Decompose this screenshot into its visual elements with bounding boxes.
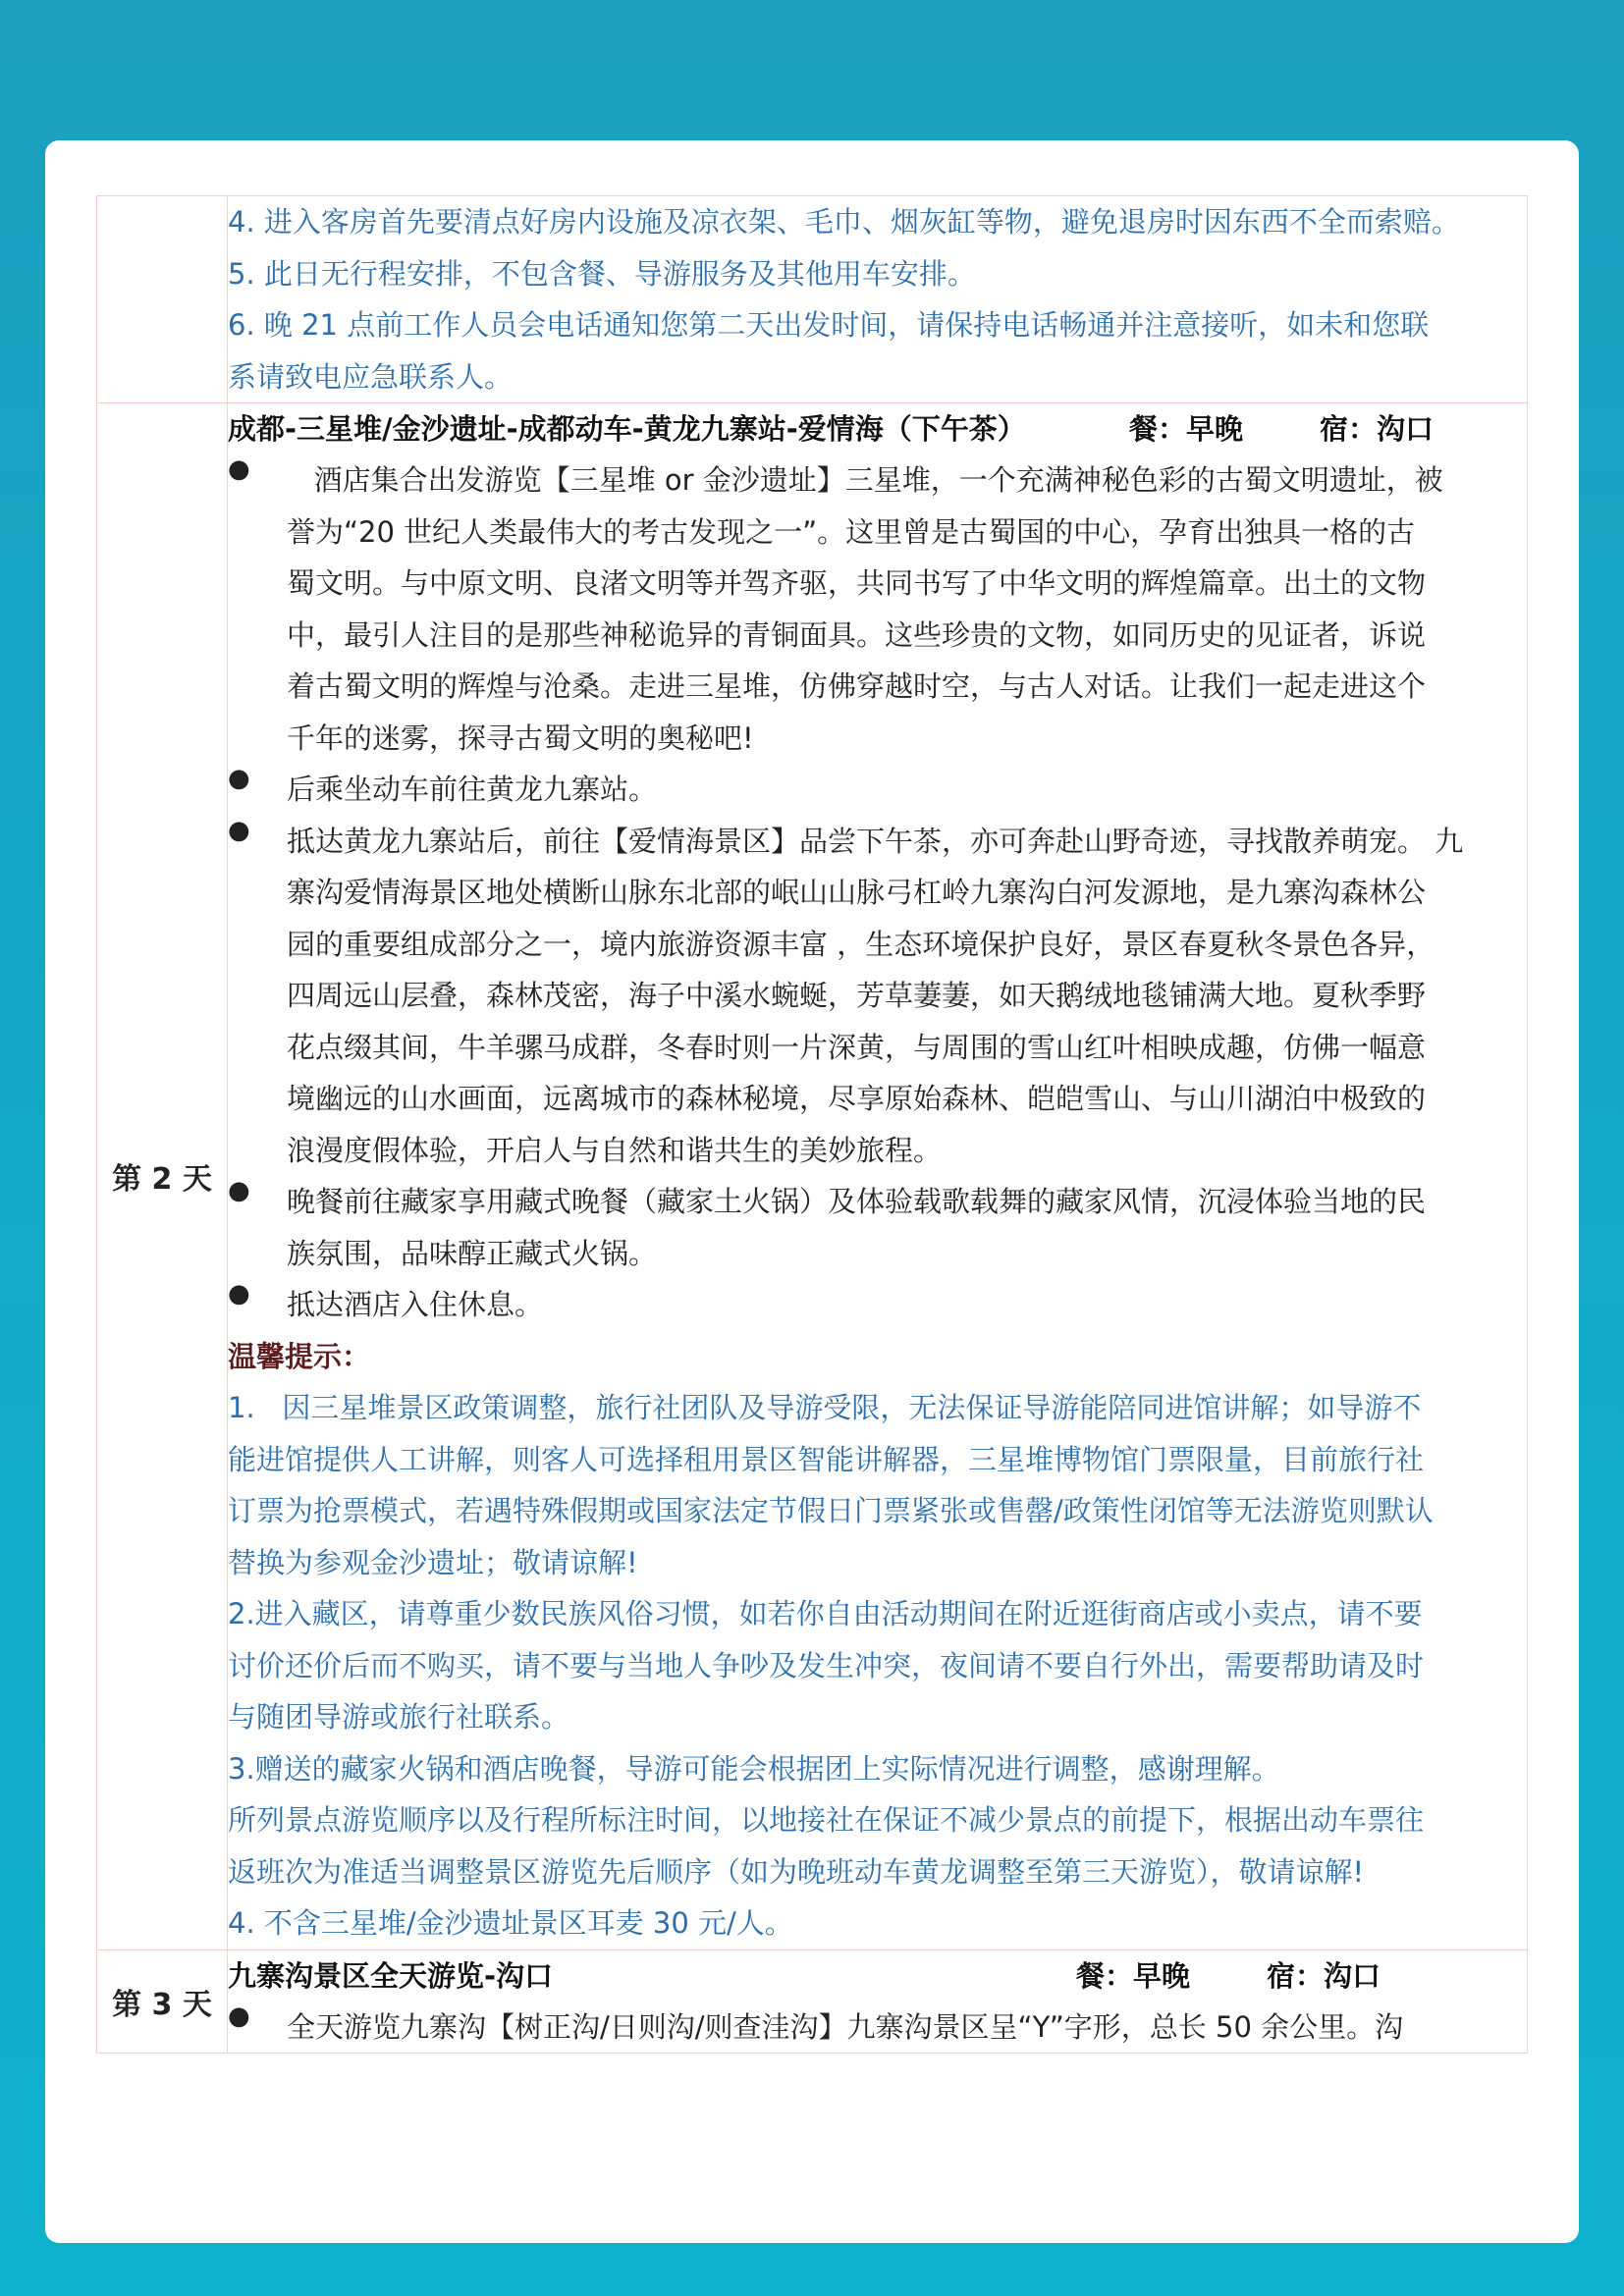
- list-item: [228, 454, 1527, 764]
- list-item: [228, 1176, 1527, 1279]
- bullet-line: 誉为“20 世纪人类最伟大的考古发现之一”。这里曾是古蜀国的中心，孕育出独具一格的古: [287, 514, 1416, 549]
- day-label: 第 3 天: [112, 1987, 212, 2022]
- bullet-line: 花点缀其间，牛羊骡马成群，冬春时则一片深黄，与周围的雪山红叶相映成趣，仿佛一幅意: [287, 1030, 1427, 1064]
- bullet-line: 千年的迷雾，探寻古蜀文明的奥秘吧!: [287, 721, 754, 755]
- bullet-line: 晚餐前往藏家享用藏式晚餐（藏家土火锅）及体验载歌载舞的藏家风情，沉浸体验当地的民: [287, 1185, 1427, 1218]
- note-line: 5. 此日无行程安排，不包含餐、导游服务及其他用车安排。: [228, 256, 976, 291]
- tip-line: 能进馆提供人工讲解，则客人可选择租用景区智能讲解器，三星堆博物馆门票限量，目前旅行社: [228, 1442, 1425, 1476]
- tip-line: 1. 因三星堆景区政策调整，旅行社团队及导游受限，无法保证导游能陪同进馆讲解；如导游不: [228, 1391, 1422, 1424]
- row-continued: [97, 196, 1528, 403]
- bullet-line: 浪漫度假体验，开启人与自然和谐共生的美妙旅程。: [287, 1133, 943, 1167]
- day-title-line: [228, 1950, 1527, 2002]
- row-day3: [97, 1949, 1528, 2054]
- route-title: 成都-三星堆/金沙遗址-成都动车-黄龙九寨站-爱情海（下午茶）: [228, 412, 1026, 446]
- meal-info: 餐：早晚: [1129, 412, 1244, 446]
- list-item: [228, 1279, 1527, 1331]
- day-cell: [97, 1949, 228, 2054]
- row-day2: [97, 403, 1528, 1950]
- continued-notes: [228, 196, 1528, 403]
- bullet-line: 境幽远的山水画面，远离城市的森林秘境，尽享原始森林、皑皑雪山、与山川湖泊中极致的: [287, 1082, 1427, 1115]
- tip-line: 3.赠送的藏家火锅和酒店晚餐，导游可能会根据团上实际情况进行调整，感谢理解。: [228, 1751, 1280, 1786]
- day-cell: [97, 403, 228, 1950]
- bullet-line: 着古蜀文明的辉煌与沧桑。走进三星堆，仿佛穿越时空，与古人对话。让我们一起走进这个: [287, 669, 1427, 703]
- bullet-line: 全天游览九寨沟【树正沟/日则沟/则查洼沟】九寨沟景区呈“Y”字形，总长 50 余公里。沟: [287, 2009, 1404, 2044]
- day3-content: [228, 1949, 1528, 2054]
- bullet-icon: ●: [228, 1176, 250, 1205]
- bullet-line: 寨沟爱情海景区地处横断山脉东北部的岷山山脉弓杠岭九寨沟白河发源地，是九寨沟森林公: [287, 876, 1427, 909]
- tip-line: 返班次为准适当调整景区游览先后顺序（如为晚班动车黄龙调整至第三天游览），敬请谅解!: [228, 1854, 1365, 1889]
- tip-line: 所列景点游览顺序以及行程所标注时间，以地接社在保证不减少景点的前提下，根据出动车票往: [228, 1803, 1425, 1837]
- bullet-line: 族氛围，品味醇正藏式火锅。: [287, 1236, 658, 1270]
- tip-line: 2.进入藏区，请尊重少数民族风俗习惯，如若你自由活动期间在附近逛街商店或小卖点，请不要: [228, 1597, 1423, 1630]
- bullet-line: 后乘坐动车前往黄龙九寨站。: [287, 773, 658, 806]
- stay-info: 宿：沟口: [1267, 1958, 1381, 1993]
- day-title-line: [228, 403, 1527, 454]
- itinerary-table: [96, 195, 1528, 2054]
- day-label: 第 2 天: [112, 1162, 212, 1198]
- meal-info: 餐：早晚: [1076, 1958, 1191, 1993]
- bullet-line: 抵达黄龙九寨站后，前往【爱情海景区】品尝下午茶，亦可奔赴山野奇迹，寻找散养萌宠。 九: [287, 824, 1464, 858]
- note-line: 系请致电应急联系人。: [228, 359, 514, 394]
- list-item: [228, 764, 1527, 816]
- tips-heading: 温馨提示：: [228, 1339, 371, 1373]
- bullet-line: 园的重要组成部分之一，境内旅游资源丰富 ，生态环境保护良好，景区春夏秋冬景色各异，: [287, 927, 1435, 961]
- note-line: 4. 进入客房首先要清点好房内设施及凉衣架、毛巾、烟灰缸等物，避免退房时因东西不全而索赔。: [228, 205, 1460, 239]
- bullet-line: 抵达酒店入住休息。: [287, 1288, 544, 1321]
- tip-line: 4. 不含三星堆/金沙遗址景区耳麦 30 元/人。: [228, 1906, 793, 1940]
- bullet-icon: ●: [228, 815, 250, 845]
- day2-content: [228, 403, 1528, 1950]
- tip-line: 与随团导游或旅行社联系。: [228, 1700, 570, 1734]
- bullet-icon: ●: [228, 1279, 250, 1308]
- tip-line: 订票为抢票模式，若遇特殊假期或国家法定节假日门票紧张或售罄/政策性闭馆等无法游览则默认: [228, 1494, 1434, 1527]
- bullet-line: 中，最引人注目的是那些神秘诡异的青铜面具。这些珍贵的文物，如同历史的见证者，诉说: [287, 617, 1427, 652]
- bullet-line: 蜀文明。与中原文明、良渚文明等并驾齐驱，共同书写了中华文明的辉煌篇章。出土的文物: [287, 566, 1427, 600]
- document-page: [45, 140, 1579, 2243]
- stay-info: 宿：沟口: [1320, 412, 1435, 446]
- bullet-icon: ●: [228, 454, 250, 484]
- bullet-line: 酒店集合出发游览【三星堆 or 金沙遗址】三星堆，一个充满神秘色彩的古蜀文明遗址，被: [287, 463, 1443, 497]
- bullet-icon: ●: [228, 2001, 250, 2031]
- note-line: 6. 晚 21 点前工作人员会电话通知您第二天出发时间，请保持电话畅通并注意接听，如未和您联: [228, 308, 1430, 342]
- tip-line: 讨价还价后而不购买，请不要与当地人争吵及发生冲突，夜间请不要自行外出，需要帮助请及时: [228, 1648, 1425, 1682]
- tip-line: 替换为参观金沙遗址；敬请谅解!: [228, 1545, 638, 1579]
- route-title: 九寨沟景区全天游览-沟口: [228, 1958, 554, 1993]
- list-item: [228, 816, 1527, 1177]
- bullet-icon: ●: [228, 764, 250, 793]
- bullet-line: 四周远山层叠，森林茂密，海子中溪水蜿蜒，芳草萋萋，如天鹅绒地毯铺满大地。夏秋季野: [287, 979, 1427, 1012]
- day-cell-empty: [97, 196, 228, 403]
- list-item: [228, 2002, 1527, 2054]
